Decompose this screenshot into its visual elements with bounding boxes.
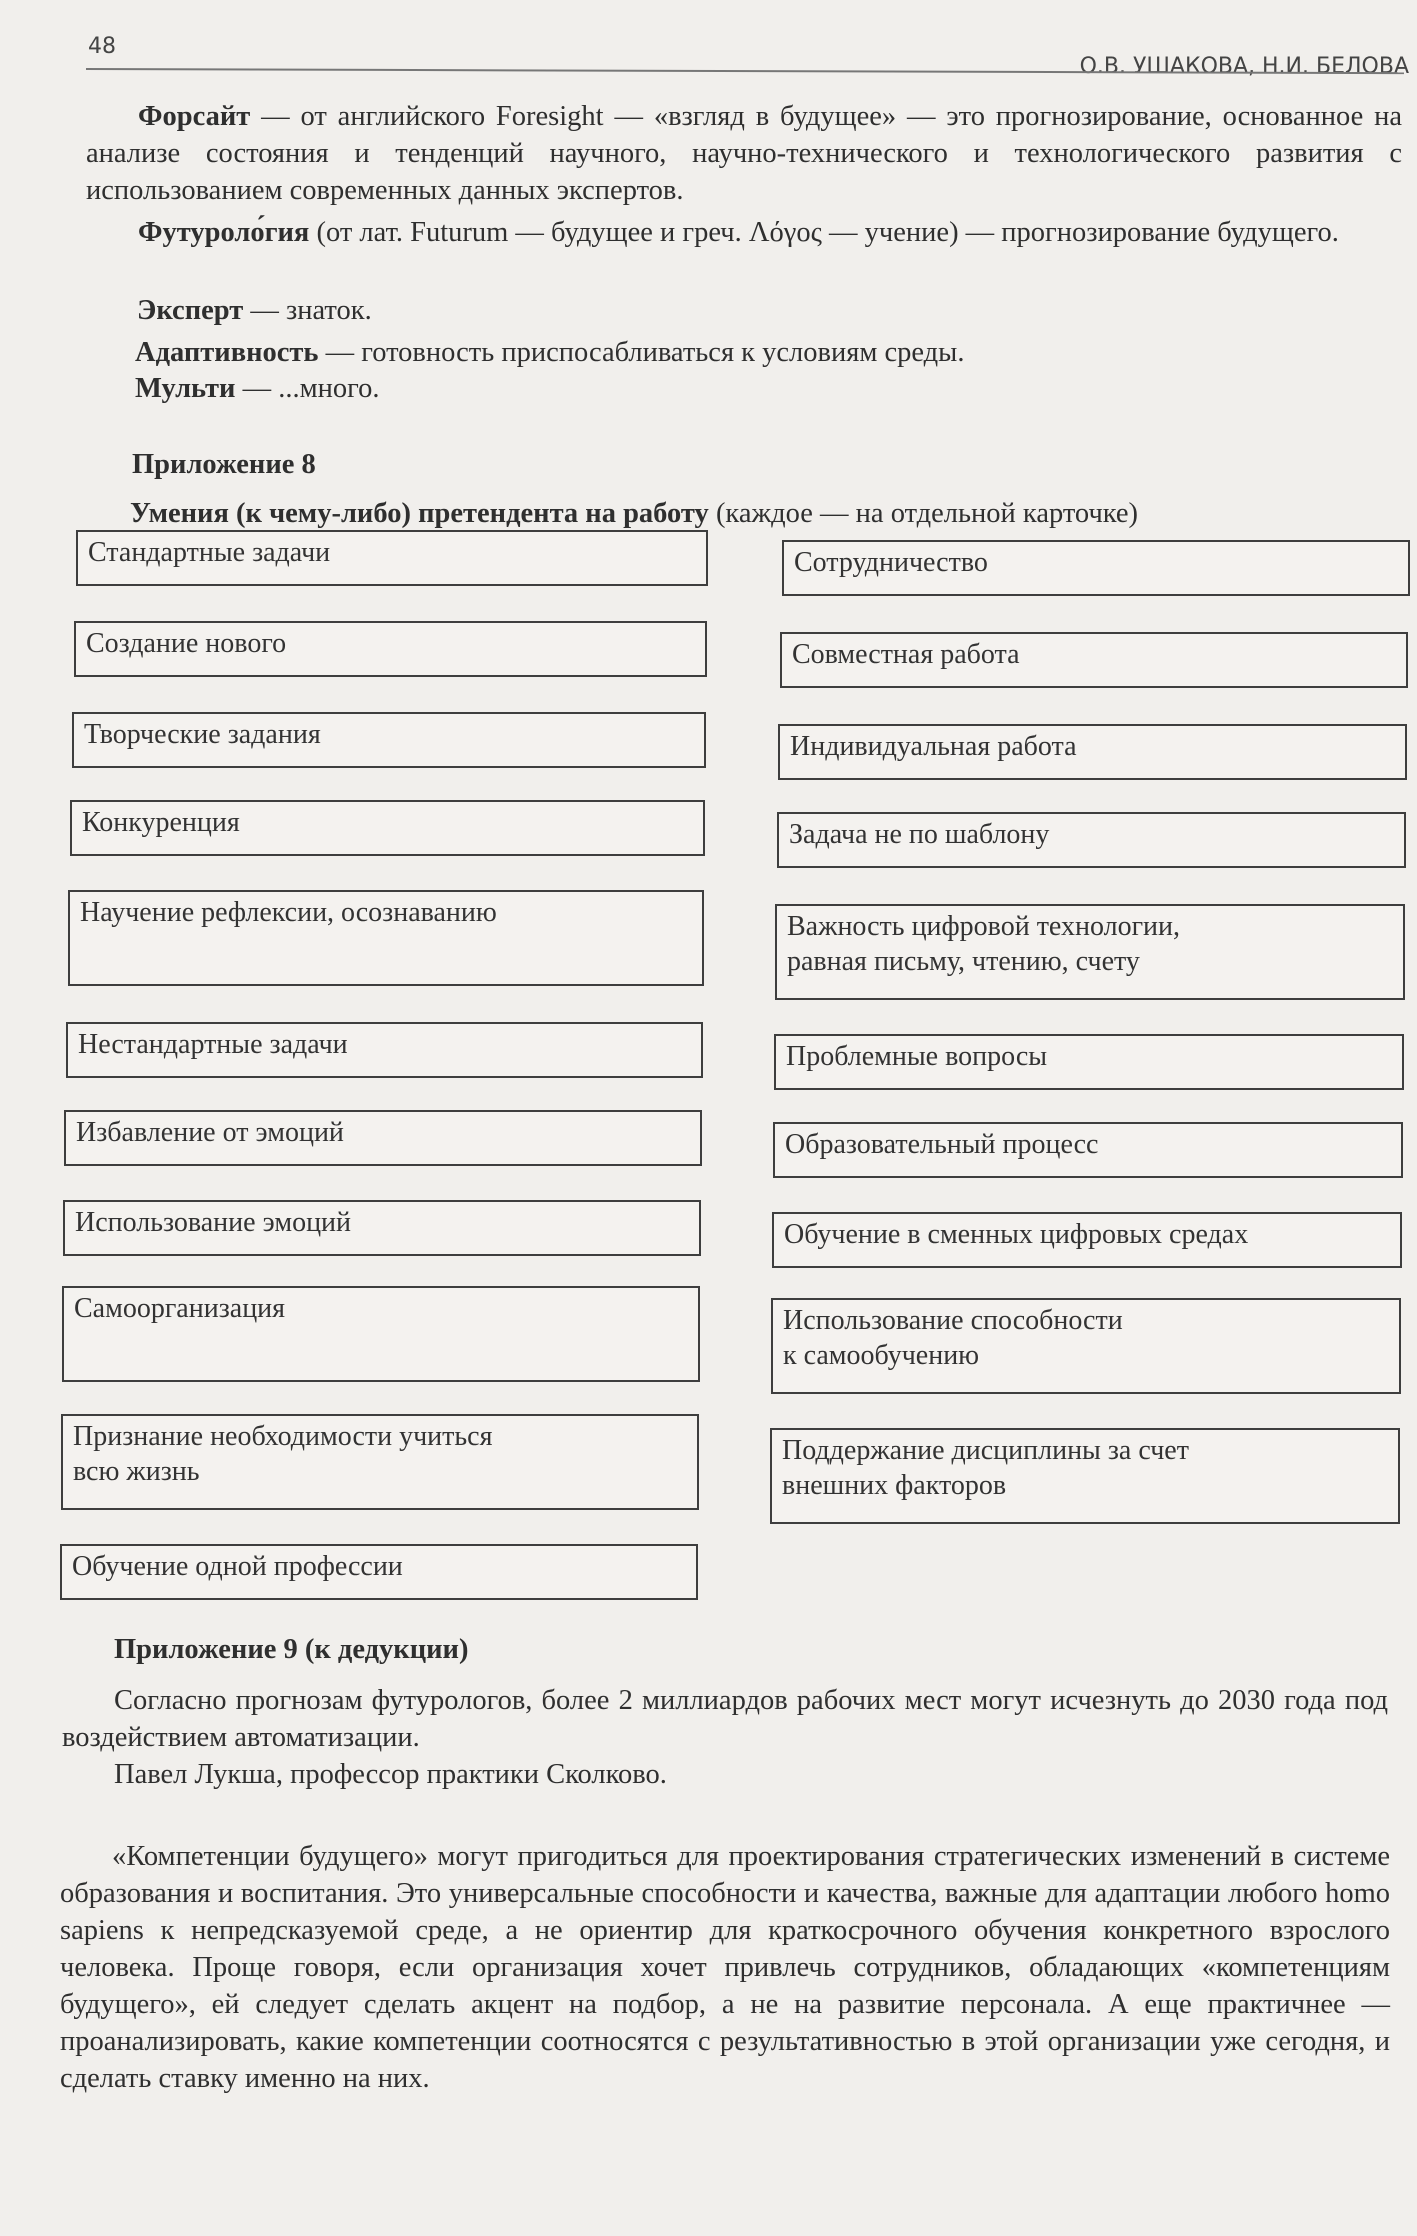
skill-card: Научение рефлексии, осознаванию [68,890,704,986]
glossary-term: Мульти [135,373,236,404]
skill-card: Индивидуальная работа [778,724,1407,780]
appendix-8-subtitle-note: (каждое — на отдельной карточке) [708,498,1139,529]
skill-card: Творческие задания [72,712,706,768]
skill-card: Нестандартные задачи [66,1022,703,1078]
glossary-expert [137,292,1337,329]
skill-card: Обучение одной профессии [60,1544,698,1600]
skill-card: Избавление от эмоций [64,1110,702,1166]
skill-card: Обучение в сменных цифровых средах [772,1212,1402,1268]
appendix-9-body: «Компетенции будущего» могут пригодиться для проектирования стратегических изменений в системе образования и воспитания. Это универсальные способности и качества, важные для адаптации любого homo sapiens к непредсказуемой среде, а не ориентир для краткосрочного обучения конкретного взрослого человека. Проще говоря, если организация хочет привлечь сотрудников, обладающих «компетенциям будущего», ей следует сделать акцент на подбор, а не на развитие персонала. А еще практичнее — проанализировать, какие компетенции соотносятся с результативностью в этой организации уже сегодня, и сделать ставку именно на них. [60,1841,1390,2094]
appendix-9-attribution: Павел Лукша, профессор практики Сколково. [114,1759,667,1790]
skill-card: Использование способности к самообучению [771,1298,1401,1394]
skill-card: Использование эмоций [63,1200,701,1256]
appendix-9-quote: Согласно прогнозам футурологов, более 2 миллиардов рабочих мест могут исчезнуть до 2030 года под воздействием автоматизации. [62,1685,1388,1753]
glossary-definition: — ...много. [235,373,380,404]
appendix-8-subtitle-bold: Умения (к чему-либо) претендента на работу [130,498,709,529]
glossary-term: Форсайт [138,101,251,132]
skill-card: Совместная работа [780,632,1408,688]
skill-card: Стандартные задачи [76,530,708,586]
skill-card: Признание необходимости учиться всю жизнь [61,1414,699,1510]
skill-card: Самоорганизация [62,1286,700,1382]
glossary-definition: — знаток. [243,295,372,326]
skill-card: Задача не по шаблону [777,812,1406,868]
glossary-definition: (от лат. Futurum — будущее и греч. Λόγος — учение) — прогнозирование будущего. [309,217,1339,248]
glossary-term: Эксперт [137,295,244,326]
glossary-definition: — готовность приспосабливаться к условиям среды. [318,337,965,368]
glossary-futurology [86,214,1402,251]
skill-card: Проблемные вопросы [774,1034,1404,1090]
glossary-term: Адаптивность [135,337,319,368]
glossary-definition: — от английского Foresight — «взгляд в будущее» — это прогнозирование, основанное на анализе состояния и тенденций научного, научно-технического и технологического развития с использованием современных данных экспертов. [86,101,1402,206]
glossary-multi [135,370,1335,407]
running-head-authors: О.В. УШАКОВА, Н.И. БЕЛОВА [1079,54,1409,79]
glossary-adaptivity [135,334,1335,371]
skill-card: Конкуренция [70,800,705,856]
page-number: 48 [88,34,116,59]
skill-card: Сотрудничество [782,540,1410,596]
appendix-8-subtitle [130,495,1417,532]
glossary-foresight [86,98,1402,209]
appendix-9-title: Приложение 9 (к дедукции) [114,1634,469,1665]
glossary-term: Футуроло́гия [138,217,310,248]
skill-card: Важность цифровой технологии, равная письму, чтению, счету [775,904,1405,1000]
skill-card: Поддержание дисциплины за счет внешних факторов [770,1428,1400,1524]
skill-card: Образовательный процесс [773,1122,1403,1178]
skill-card: Создание нового [74,621,707,677]
appendix-8-title: Приложение 8 [132,449,316,480]
